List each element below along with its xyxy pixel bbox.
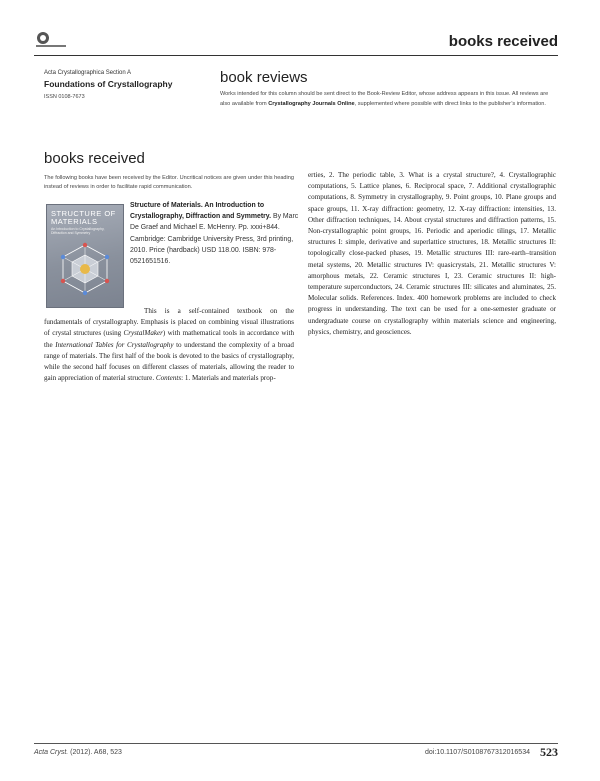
body-left-column	[44, 306, 294, 384]
footer-rule	[34, 743, 558, 744]
journal-info	[44, 70, 194, 100]
cover-subtitle: An Introduction to Crystallography, Diffraction and Symmetry	[51, 227, 105, 235]
book-citation	[130, 200, 300, 267]
crystal-illustration-icon	[55, 241, 115, 297]
book-title: Structure of Materials. An Introduction to Crystallography, Diffraction and Symmetry.	[130, 202, 272, 221]
journal-name: Foundations of Crystallography	[44, 79, 173, 89]
book-details: By Marc De Graef and Michael E. McHenry. Pp. xxxi+844. Cambridge: Cambridge University Press, 3rd printing, 2010. Price (hardback) USD 118.00. ISBN: 978-0521651516.	[130, 213, 299, 266]
top-rule	[34, 55, 558, 56]
article-intro: The following books have been received by the Editor. Uncritical notices are given under this heading instead of reviews in order to facilitate rapid communication.	[44, 175, 295, 190]
reference-title: International Tables for Crystallography	[55, 340, 174, 349]
body-right-column	[308, 170, 556, 338]
body-text: This is a self-contained textbook on the fundamentals of crystallography. Emphasis is placed on combining visual illustrations of crystal structures (using	[44, 307, 294, 338]
section-note	[220, 89, 550, 109]
journal-logo-icon	[34, 30, 68, 50]
body-text: : 1. Materials and materials prop-	[181, 374, 276, 383]
journal-issn: ISSN 0108-7673	[44, 94, 85, 100]
section-note-text-end: , supplemented where possible with direct links to the publisher’s information.	[354, 101, 546, 107]
contents-paragraph: erties, 2. The periodic table, 3. What is a crystal structure?, 4. Crystallographic computations, 5. Lattice planes, 6. Reciprocal space, 7. Additional crystallographic computations, 8. Symmetry in crystallography, 9. Point groups, 10. Plane groups and space groups, 11. X-ray diffraction: geometry, 12. X-ray diffraction: intensities, 13. Other diffraction techniques, 14. About crystal structures and diffraction patterns, 15. Non-crystallographic point groups, 16. Periodic and aperiodic tilings, 17. Metallic structures I: simple, derivative and superlattice structures, 18. Metallic structures II: topologically close-packed phases, 19. Metallic structures III: rare-earth–transition metal systems, 20. Metallic structures IV: quasicrystals, 21. Metallic structures V: amorphous metals, 22. Ceramic structures I, 23. Ceramic structures II: high-temperature superconductors, 24. Ceramic structures III: silicates and aluminates, 25. Molecular solids. References. Index. 400 homework problems are included to check progress in understanding. The text can be used for a one-semester graduate or undergraduate course on crystallography within materials science and engineering, physics, chemistry, and geosciences.	[308, 171, 556, 336]
citation-text: (2012). A68, 523	[68, 749, 122, 756]
body-text: ) with mathematical tools in accordance with the	[44, 329, 294, 349]
journal-abbrev: Acta Cryst.	[34, 749, 69, 756]
software-name: CrystalMaker	[123, 329, 163, 338]
body-text: to understand the complexity of a broad range of materials. The first half of the book is devoted to the basics of crystallography, while the second half focuses on different classes of materials, allowing the reader to gain appreciation of material structure.	[44, 340, 294, 383]
footer-citation	[34, 749, 122, 756]
contents-label: Contents	[155, 374, 182, 383]
book-cover	[46, 204, 124, 308]
cover-title: STRUCTURE OF MATERIALS	[51, 209, 116, 226]
section-note-text: Works intended for this column should be sent direct to the Book-Review Editor, whose address appears in this issue. All reviews are also available from	[220, 91, 549, 107]
journal-section: Acta Crystallographica Section A	[44, 70, 132, 76]
doi-link[interactable]: doi:10.1107/S0108767312016534	[425, 749, 530, 756]
running-head: books received	[448, 33, 558, 50]
page-number: 523	[540, 745, 558, 759]
section-title: book reviews	[220, 69, 308, 86]
article-title: books received	[44, 150, 145, 167]
journals-online-link[interactable]: Crystallography Journals Online	[268, 101, 355, 107]
body-paragraph	[44, 306, 294, 384]
